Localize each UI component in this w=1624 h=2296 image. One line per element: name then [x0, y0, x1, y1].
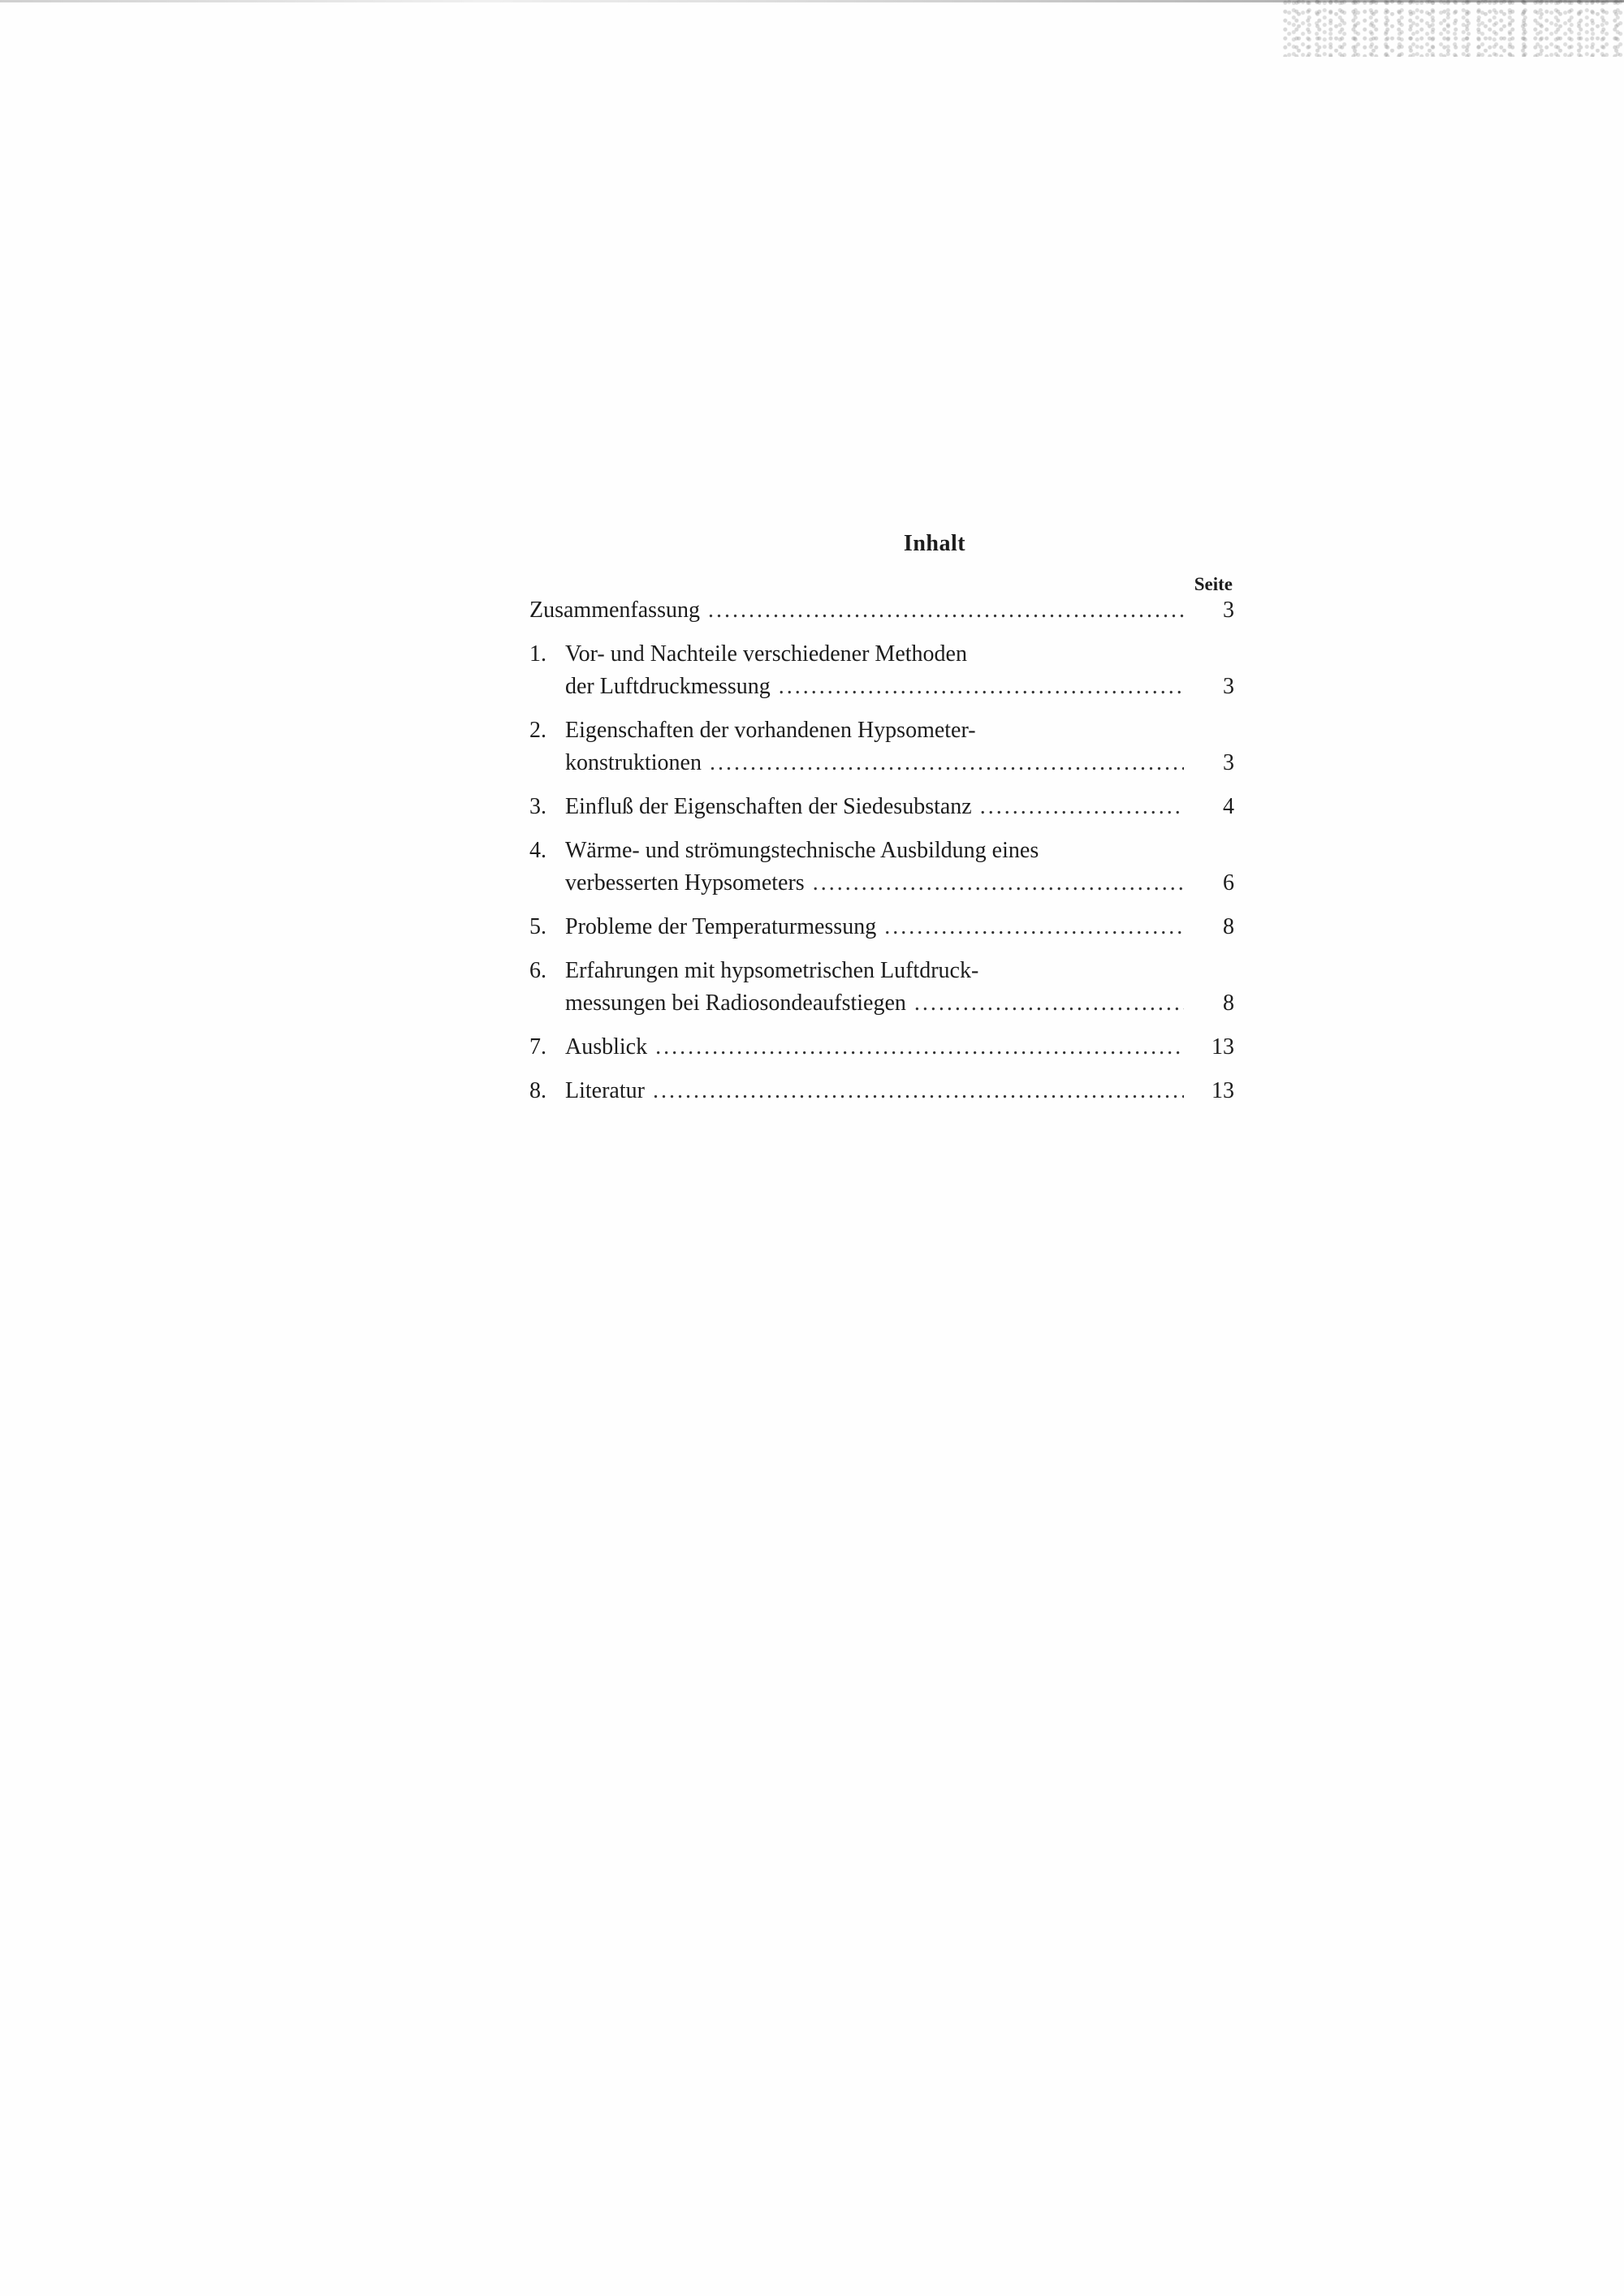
leader-dots — [914, 987, 1184, 1020]
toc-entry-text-cont: verbesserten Hypsometers — [565, 870, 805, 896]
toc-entry-page: 8 — [1223, 914, 1234, 939]
toc-entry-text-cont: konstruktionen — [565, 750, 702, 775]
toc-entry-number: 8. — [529, 1078, 546, 1103]
toc-entry-page: 8 — [1223, 990, 1234, 1016]
toc-entry-number: 3. — [529, 794, 546, 819]
toc-entry-text-cont: messungen bei Radiosondeaufstiegen — [565, 990, 906, 1016]
toc-entry-text: Eigenschaften der vorhandenen Hypsometer- — [565, 718, 976, 743]
toc-entry-5 — [529, 911, 1234, 943]
toc-entry-3 — [529, 791, 1234, 823]
toc-entry-page: 3 — [1223, 750, 1234, 775]
toc-entry-text: Zusammenfassung — [529, 598, 700, 623]
leader-dots — [980, 791, 1184, 823]
leader-dots — [655, 1031, 1184, 1064]
toc-entry-7 — [529, 1031, 1234, 1064]
toc-entry-4 — [529, 835, 1234, 900]
toc-entry-number: 5. — [529, 914, 546, 939]
table-of-contents — [529, 531, 1234, 1119]
toc-title: Inhalt — [903, 531, 966, 556]
scan-noise — [1283, 0, 1624, 57]
toc-entry-number: 1. — [529, 641, 546, 667]
page-column-label: Seite — [1194, 574, 1233, 594]
toc-entry-text: Erfahrungen mit hypsometrischen Luftdruck- — [565, 958, 979, 983]
leader-dots — [884, 911, 1184, 943]
leader-dots — [710, 747, 1184, 779]
toc-entry-number: 7. — [529, 1034, 546, 1060]
toc-entry-page: 3 — [1223, 674, 1234, 699]
toc-entry-2 — [529, 714, 1234, 779]
toc-entry-text: Vor- und Nachteile verschiedener Methoden — [565, 641, 967, 667]
leader-dots — [708, 594, 1184, 627]
toc-entry-zusammenfassung — [529, 594, 1234, 627]
toc-entry-number: 6. — [529, 958, 546, 983]
toc-entry-text-cont: der Luftdruckmessung — [565, 674, 771, 699]
toc-entry-text: Wärme- und strömungstechnische Ausbildung eines — [565, 838, 1039, 863]
toc-entry-page: 13 — [1212, 1034, 1234, 1060]
toc-entry-number: 4. — [529, 838, 546, 863]
toc-entry-number: 2. — [529, 718, 546, 743]
toc-entry-text: Literatur — [565, 1078, 645, 1103]
toc-entry-text: Einfluß der Eigenschaften der Siedesubstanz — [565, 794, 972, 819]
toc-entry-text: Ausblick — [565, 1034, 648, 1060]
toc-entry-page: 3 — [1223, 598, 1234, 623]
toc-entry-page: 6 — [1223, 870, 1234, 896]
toc-entry-page: 13 — [1212, 1078, 1234, 1103]
leader-dots — [813, 867, 1184, 900]
toc-entry-6 — [529, 955, 1234, 1020]
toc-entry-8 — [529, 1075, 1234, 1107]
toc-entry-text: Probleme der Temperaturmessung — [565, 914, 877, 939]
toc-entry-page: 4 — [1223, 794, 1234, 819]
leader-dots — [653, 1075, 1184, 1107]
leader-dots — [779, 671, 1184, 703]
toc-entry-1 — [529, 638, 1234, 703]
